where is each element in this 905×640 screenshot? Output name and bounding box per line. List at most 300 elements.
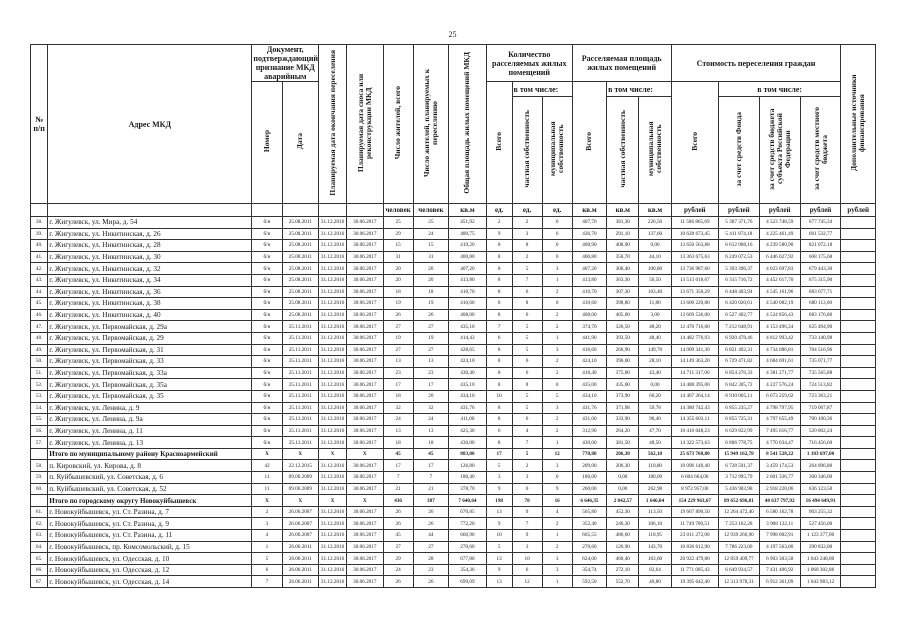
row-cost-regional: 4 381 271,77 <box>759 367 800 379</box>
row-rooms-municipal: 2 <box>542 309 572 321</box>
row-planned-demolish: 30.06.2017 <box>347 414 384 426</box>
row-area-total: 354,74 <box>572 564 606 576</box>
row-cost-regional: 6 580 162,78 <box>759 506 800 518</box>
row-doc-date: 25.08.2011 <box>282 240 319 252</box>
row-area-total: 431,76 <box>572 402 606 414</box>
row-cost-total: 13 513 018,67 <box>671 274 718 286</box>
row-rooms-private: 12 <box>512 576 542 588</box>
row-rooms-total: 8 <box>486 274 512 286</box>
table-row <box>31 367 876 379</box>
row-cost-regional: 4 239 580,90 <box>759 240 800 252</box>
row-number <box>31 448 48 460</box>
row-cost-additional <box>841 576 876 588</box>
row-rooms-municipal: 3 <box>542 263 572 275</box>
row-area-total: 209,00 <box>572 460 606 472</box>
row-planned-demolish: 30.06.2017 <box>347 541 384 553</box>
row-cost-fund: 6 910 005,11 <box>718 390 759 402</box>
row-cost-total: 14 355 603,11 <box>671 414 718 426</box>
row-residents-planned: 18 <box>413 437 448 449</box>
row-address: г. Жигулевск, ул. Первомайская, д. 31 <box>48 344 252 356</box>
row-cost-additional <box>841 309 876 321</box>
row-cost-regional: 3 459 174,53 <box>759 460 800 472</box>
row-address: г. Новокуйбышевск, ул. Одесская, д. 10 <box>48 553 252 565</box>
row-address: г. Жигулевск, ул. Никитинская, д. 32 <box>48 263 252 275</box>
row-area-total: 312,90 <box>572 425 606 437</box>
row-cost-additional <box>841 414 876 426</box>
row-cost-regional: 7 998 002,91 <box>759 530 800 542</box>
page-number: 25 <box>448 30 457 39</box>
row-area-municipal: 100,80 <box>639 263 671 275</box>
row-planned-demolish: 30.06.2017 <box>347 506 384 518</box>
row-doc-date: 25.08.2011 <box>282 251 319 263</box>
header-rooms-total: Всего <box>486 82 512 204</box>
row-residents-planned: 27 <box>413 541 448 553</box>
row-cost-fund: 89 652 696,81 <box>718 495 759 507</box>
row-residents-planned: 23 <box>413 564 448 576</box>
row-planned-demolish: 30.06.2017 <box>347 240 384 252</box>
row-cost-fund: 3 712 995,79 <box>718 472 759 484</box>
row-residents-planned: 26 <box>413 506 448 518</box>
row-doc-date: 25.11.2011 <box>282 332 319 344</box>
row-planned-demolish: 30.06.2017 <box>347 460 384 472</box>
row-address: г. Жигулевск, ул. Мира, д. 54 <box>48 217 252 229</box>
row-cost-fund: 5 393 396,37 <box>718 263 759 275</box>
row-cost-regional: 4 452 617,70 <box>759 274 800 286</box>
row-cost-regional: 48 637 797,92 <box>759 495 800 507</box>
row-number: 46. <box>31 309 48 321</box>
row-residents-planned: 20 <box>413 274 448 286</box>
header-address: Адрес МКД <box>48 45 252 204</box>
row-area-municipal: 118,95 <box>639 530 671 542</box>
row-rooms-municipal: 2 <box>542 356 572 368</box>
row-cost-additional <box>841 564 876 576</box>
unit-cost-regional: рублей <box>759 204 800 217</box>
row-total-area: 180,40 <box>449 472 487 484</box>
row-rooms-total: 6 <box>486 425 512 437</box>
row-area-private: 126,90 <box>607 541 639 553</box>
row-cost-local: 527 456,00 <box>800 518 841 530</box>
row-rooms-total: 8 <box>486 414 512 426</box>
row-area-total: 441,90 <box>572 332 606 344</box>
row-total-area: 400,80 <box>449 251 487 263</box>
row-number: 56. <box>31 425 48 437</box>
row-area-total: 413,80 <box>572 274 606 286</box>
row-address: г. Жигулевск, ул. Первомайская, д. 29а <box>48 321 252 333</box>
row-area-municipal: 82,64 <box>639 564 671 576</box>
row-cost-additional <box>841 506 876 518</box>
row-rooms-private: 4 <box>512 425 542 437</box>
row-number: 59. <box>31 472 48 484</box>
row-address: г. Жигулевск, ул. Ленина, д. 13 <box>48 437 252 449</box>
row-doc-date: 25.11.2011 <box>282 367 319 379</box>
row-residents-planned: 20 <box>413 263 448 275</box>
row-cost-fund: 6 821 492,31 <box>718 344 759 356</box>
row-doc-date: 25.08.2011 <box>282 298 319 310</box>
row-rooms-total: 5 <box>486 460 512 472</box>
row-area-municipal: 163,60 <box>639 553 671 565</box>
row-planned-end: 31.12.2016 <box>319 332 347 344</box>
row-cost-local: 668 175,68 <box>800 251 841 263</box>
row-planned-demolish: 30.06.2017 <box>347 402 384 414</box>
row-doc-date: 26.06.2011 <box>282 564 319 576</box>
row-cost-total: 13 669 536,00 <box>671 309 718 321</box>
row-doc-date: X <box>282 448 319 460</box>
row-rooms-total: 8 <box>486 286 512 298</box>
row-planned-end: 31.12.2016 <box>319 217 347 229</box>
row-rooms-municipal: 1 <box>542 332 572 344</box>
row-rooms-private: 78 <box>512 495 542 507</box>
row-total-area: 419,20 <box>449 240 487 252</box>
row-total-area: 677,80 <box>449 553 487 565</box>
header-additional: Дополнительные источники финансирования <box>841 45 876 204</box>
table-body <box>31 217 876 588</box>
row-planned-end: 31.12.2016 <box>319 309 347 321</box>
row-address: г. Новокуйбышевск, ул. Ст. Разина, д. 9 <box>48 518 252 530</box>
row-rooms-total: 9 <box>486 518 512 530</box>
row-cost-local: 16 494 649,91 <box>800 495 841 507</box>
row-address: г. Жигулевск, ул. Первомайская, д. 33 <box>48 356 252 368</box>
row-address: г. Новокуйбышевск, пр. Комсомольский, д. 15 <box>48 541 252 553</box>
header-total-area: Общая площадь жилых помещений МКД <box>449 45 487 204</box>
row-area-municipal: 28,10 <box>639 356 671 368</box>
row-planned-end: 31.12.2016 <box>319 564 347 576</box>
row-planned-demolish: 30.06.2017 <box>347 332 384 344</box>
row-residents: 18 <box>383 437 413 449</box>
row-planned-demolish: 30.06.2017 <box>347 553 384 565</box>
row-area-total: 424,10 <box>572 356 606 368</box>
row-total-area: 670,85 <box>449 506 487 518</box>
row-rooms-private: 2 <box>512 217 542 229</box>
row-area-total: 436,70 <box>572 228 606 240</box>
table-row <box>31 274 876 286</box>
row-cost-regional: 4 540 082,19 <box>759 298 800 310</box>
row-doc-number: б/н <box>252 390 282 402</box>
row-rooms-total: 9 <box>486 228 512 240</box>
row-rooms-total: 5 <box>486 541 512 553</box>
row-area-municipal: 149,70 <box>639 344 671 356</box>
header-area-total: Всего <box>572 82 606 204</box>
row-doc-date: 25.08.2011 <box>282 286 319 298</box>
row-total-area: 414,43 <box>449 332 487 344</box>
row-cost-additional <box>841 541 876 553</box>
row-cost-local: 1 060 302,86 <box>800 564 841 576</box>
row-area-municipal: 48,50 <box>639 437 671 449</box>
row-doc-date: 25.08.2011 <box>282 217 319 229</box>
row-area-total: 408,00 <box>572 309 606 321</box>
row-number: 52. <box>31 379 48 391</box>
row-address: г. Жигулевск, ул. Никитинская, д. 38 <box>48 298 252 310</box>
row-doc-number: 5 <box>252 553 282 565</box>
row-cost-total: 11 771 005,43 <box>671 564 718 576</box>
row-rooms-municipal: 1 <box>542 437 572 449</box>
row-cost-fund: 6 855 235,27 <box>718 402 759 414</box>
row-doc-date: 26.06.2007 <box>282 506 319 518</box>
row-cost-additional <box>841 518 876 530</box>
row-cost-local: 704 516,96 <box>800 344 841 356</box>
row-rooms-private: 3 <box>512 541 542 553</box>
row-rooms-private: 6 <box>512 564 542 576</box>
row-area-total: 407,20 <box>572 263 606 275</box>
row-rooms-private: 8 <box>512 240 542 252</box>
unit-total-area: кв.м <box>449 204 487 217</box>
row-address: г. Жигулевск, ул. Первомайская, д. 35 <box>48 390 252 402</box>
row-area-municipal: 113,50 <box>639 506 671 518</box>
row-rooms-municipal: 1 <box>542 576 572 588</box>
row-residents: 24 <box>383 564 413 576</box>
row-rooms-private: 6 <box>512 286 542 298</box>
row-area-municipal: 3,00 <box>639 309 671 321</box>
row-number: 50. <box>31 356 48 368</box>
row-cost-total: 6 604 664,00 <box>671 472 718 484</box>
row-area-total: 435,00 <box>572 379 606 391</box>
table-row <box>31 217 876 229</box>
row-cost-total: 12 470 716,00 <box>671 321 718 333</box>
row-rooms-total: 2 <box>486 217 512 229</box>
table-row <box>31 506 876 518</box>
row-cost-additional <box>841 286 876 298</box>
row-rooms-municipal: 9 <box>542 483 572 495</box>
row-number: 55. <box>31 414 48 426</box>
row-residents-planned: 13 <box>413 425 448 437</box>
row-total-area: 435,10 <box>449 321 487 333</box>
row-area-private: 435,00 <box>607 379 639 391</box>
row-rooms-municipal: 2 <box>542 518 572 530</box>
row-planned-demolish: 30.06.2017 <box>347 321 384 333</box>
row-number: 63. <box>31 530 48 542</box>
row-cost-regional: 4 812 993,42 <box>759 332 800 344</box>
row-residents-planned: 387 <box>413 495 448 507</box>
row-cost-regional: 7 431 406,92 <box>759 564 800 576</box>
row-doc-date: 26.06.2007 <box>282 518 319 530</box>
row-cost-local: 733 140,98 <box>800 332 841 344</box>
row-doc-number: 6 <box>252 564 282 576</box>
row-area-municipal: 226,50 <box>639 217 671 229</box>
row-cost-local: 724 513,82 <box>800 379 841 391</box>
row-area-municipal: 103,40 <box>639 286 671 298</box>
row-cost-fund: 6 806 778,75 <box>718 437 759 449</box>
row-residents: 7 <box>383 472 413 484</box>
row-planned-demolish: X <box>347 448 384 460</box>
row-rooms-private: 6 <box>512 356 542 368</box>
table-row <box>31 402 876 414</box>
row-area-private: 373,90 <box>607 390 639 402</box>
row-rooms-municipal: 3 <box>542 553 572 565</box>
table-row <box>31 286 876 298</box>
row-total-area: 407,20 <box>449 263 487 275</box>
row-cost-additional <box>841 472 876 484</box>
table-row <box>31 414 876 426</box>
row-address: г. Жигулевск, ул. Никитинская, д. 30 <box>48 251 252 263</box>
header-area-private: частная собственность <box>607 97 639 204</box>
table-row <box>31 518 876 530</box>
row-cost-regional: 6 912 361,09 <box>759 576 800 588</box>
row-rooms-total: 3 <box>486 472 512 484</box>
row-cost-total: 11 586 865,69 <box>671 217 718 229</box>
row-cost-local: 723 363,21 <box>800 390 841 402</box>
row-cost-regional: 4 797 655,49 <box>759 414 800 426</box>
unit-cost-total: рублей <box>671 204 718 217</box>
row-area-municipal: 1 646,04 <box>639 495 671 507</box>
row-total-area: 354,36 <box>449 564 487 576</box>
table-row <box>31 379 876 391</box>
row-rooms-private: 6 <box>512 309 542 321</box>
row-cost-local: 300 346,00 <box>800 472 841 484</box>
row-cost-regional: 4 770 034,47 <box>759 437 800 449</box>
row-residents-planned: 45 <box>413 448 448 460</box>
row-cost-local: 625 494,90 <box>800 321 841 333</box>
row-doc-date: 25.11.2011 <box>282 379 319 391</box>
row-area-private: 363,30 <box>607 274 639 286</box>
row-rooms-municipal: 0 <box>542 472 572 484</box>
row-planned-demolish: X <box>347 495 384 507</box>
row-number: 49. <box>31 344 48 356</box>
row-doc-date: 25.11.2011 <box>282 356 319 368</box>
row-number: 66. <box>31 564 48 576</box>
row-rooms-municipal: 0 <box>542 217 572 229</box>
row-area-total: 374,70 <box>572 321 606 333</box>
row-cost-fund: 6 315 716,72 <box>718 274 759 286</box>
row-cost-total: 13 736 987,60 <box>671 263 718 275</box>
row-planned-end: 31.12.2016 <box>319 344 347 356</box>
row-residents: 23 <box>383 367 413 379</box>
row-area-private: 0,00 <box>607 472 639 484</box>
row-cost-local: 683 176,80 <box>800 309 841 321</box>
row-address: г. Жигулевск, ул. Никитинская, д. 34 <box>48 274 252 286</box>
row-doc-number: б/н <box>252 344 282 356</box>
header-rooms-municipal: муниципальная собственность <box>542 97 572 204</box>
row-rooms-municipal: 6 <box>542 228 572 240</box>
row-planned-demolish: 30.06.2017 <box>347 483 384 495</box>
row-cost-local: 1 183 697,00 <box>800 448 841 460</box>
row-cost-total: 14 482 776,93 <box>671 332 718 344</box>
row-cost-local: 683 677,71 <box>800 286 841 298</box>
row-total-area: 425,30 <box>449 425 487 437</box>
row-rooms-private: 5 <box>512 402 542 414</box>
row-number: 41. <box>31 251 48 263</box>
row-doc-number: 11 <box>252 472 282 484</box>
row-number: 42. <box>31 263 48 275</box>
row-doc-date: 26.06.2007 <box>282 530 319 542</box>
row-residents: 19 <box>383 332 413 344</box>
row-doc-number: б/н <box>252 379 282 391</box>
row-residents-planned: 26 <box>413 576 448 588</box>
row-area-total: 400,80 <box>572 251 606 263</box>
row-planned-end: 31.12.2016 <box>319 379 347 391</box>
resettlement-table <box>30 44 876 588</box>
row-doc-date: 26.06.2011 <box>282 541 319 553</box>
row-doc-number: б/н <box>252 274 282 286</box>
row-cost-regional: 6 903 303,58 <box>759 553 800 565</box>
row-cost-additional <box>841 356 876 368</box>
row-doc-date: 25.11.2011 <box>282 437 319 449</box>
unit-rooms-total: ед. <box>486 204 512 217</box>
row-residents: 24 <box>383 414 413 426</box>
row-residents-planned: 24 <box>413 414 448 426</box>
row-rooms-municipal: 3 <box>542 564 572 576</box>
row-rooms-private: 9 <box>512 506 542 518</box>
row-doc-date: 25.08.2011 <box>282 228 319 240</box>
row-residents-planned: 44 <box>413 530 448 542</box>
row-residents: 25 <box>383 217 413 229</box>
row-total-area: 666,90 <box>449 530 487 542</box>
row-area-private: 405,00 <box>607 309 639 321</box>
header-planned-demolish: Планируемая дата сноса или реконструкции МКД <box>347 45 384 204</box>
row-doc-number: б/н <box>252 240 282 252</box>
row-planned-end: 31.12.2016 <box>319 286 347 298</box>
row-area-municipal: 60,20 <box>639 390 671 402</box>
row-residents: 27 <box>383 541 413 553</box>
row-planned-end: 31.12.2016 <box>319 460 347 472</box>
row-residents-planned: 25 <box>413 217 448 229</box>
row-residents: 27 <box>383 321 413 333</box>
row-doc-date: 22.12.2015 <box>282 460 319 472</box>
row-doc-number: б/н <box>252 356 282 368</box>
row-area-municipal: 0,00 <box>639 379 671 391</box>
row-cost-total: 14 380 742,43 <box>671 402 718 414</box>
row-rooms-total: 13 <box>486 506 512 518</box>
row-cost-regional: 4 227 576,24 <box>759 379 800 391</box>
row-planned-end: X <box>319 495 347 507</box>
row-cost-fund: 6 842 305,72 <box>718 379 759 391</box>
row-cost-fund: 7 253 162,28 <box>718 518 759 530</box>
row-rooms-private: 5 <box>512 263 542 275</box>
row-address: п. Кировский, ул. Кирова, д. 8 <box>48 460 252 472</box>
row-rooms-municipal: 3 <box>542 460 572 472</box>
row-address: г. Жигулевск, ул. Первомайская, д. 33а <box>48 367 252 379</box>
row-total-area: 410,70 <box>449 286 487 298</box>
row-planned-end: 31.12.2016 <box>319 425 347 437</box>
row-planned-end: 31.12.2016 <box>319 228 347 240</box>
row-cost-additional <box>841 228 876 240</box>
row-total-area: 378,70 <box>449 483 487 495</box>
table-row <box>31 530 876 542</box>
row-cost-regional: 2 918 228,06 <box>759 483 800 495</box>
unit-planned-demolish <box>347 204 384 217</box>
row-rooms-municipal: 6 <box>542 251 572 263</box>
row-cost-additional <box>841 298 876 310</box>
row-cost-additional <box>841 344 876 356</box>
row-doc-number: б/н <box>252 437 282 449</box>
row-residents-planned: 31 <box>413 251 448 263</box>
row-total-area: 699,09 <box>449 576 487 588</box>
header-cost-regional: за счет средств бюджета субъекта Российской Федерации <box>759 97 800 204</box>
row-residents-planned: 19 <box>413 332 448 344</box>
row-doc-date: 25.08.2011 <box>282 309 319 321</box>
table-row <box>31 576 876 588</box>
row-area-private: 206,30 <box>607 448 639 460</box>
row-address: г. Новокуйбышевск, ул. Одесская, д. 14 <box>48 576 252 588</box>
row-rooms-private: 6 <box>512 414 542 426</box>
row-cost-total: 14 009 341,30 <box>671 344 718 356</box>
row-cost-fund: 6 649 934,57 <box>718 564 759 576</box>
row-planned-demolish: 30.06.2017 <box>347 437 384 449</box>
row-doc-date: 09.06.2009 <box>282 483 319 495</box>
row-residents: 45 <box>383 448 413 460</box>
row-area-municipal: 143,70 <box>639 541 671 553</box>
table-row <box>31 483 876 495</box>
row-cost-local: 719 067,87 <box>800 402 841 414</box>
row-cost-regional: 4 545 161,96 <box>759 286 800 298</box>
header-num: № п/п <box>31 45 48 204</box>
row-cost-fund: 6 249 072,53 <box>718 251 759 263</box>
row-cost-total: 14 322 573,63 <box>671 437 718 449</box>
row-area-municipal: 96,40 <box>639 414 671 426</box>
header-rooms-including: в том числе: <box>512 82 572 97</box>
row-area-private: 272,10 <box>607 564 639 576</box>
row-cost-fund: 6 448 403,94 <box>718 286 759 298</box>
row-cost-additional <box>841 367 876 379</box>
row-cost-fund: 7 212 648,91 <box>718 321 759 333</box>
